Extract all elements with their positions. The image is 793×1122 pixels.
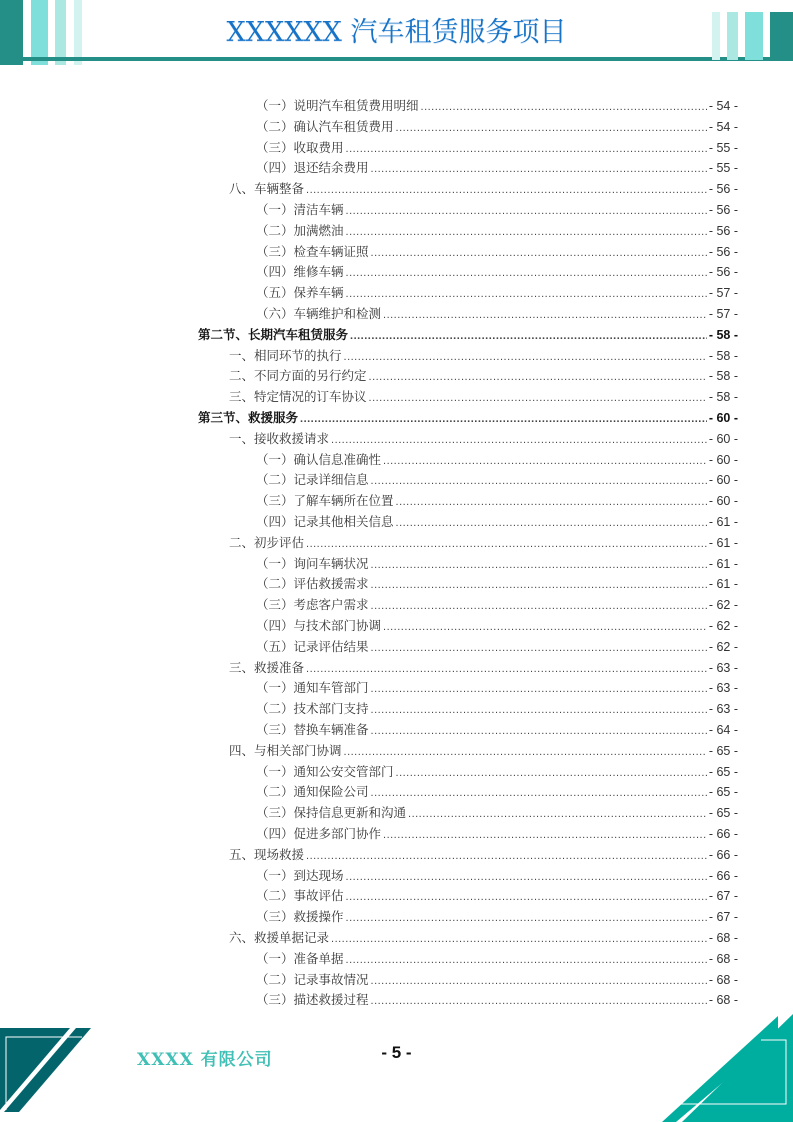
toc-leader-dots xyxy=(371,471,707,491)
toc-entry-page: - 56 - xyxy=(708,223,738,238)
toc-entry-page: - 54 - xyxy=(708,99,738,113)
toc-entry[interactable] xyxy=(256,491,738,511)
toc-entry-label: （二）技术部门支持 xyxy=(256,701,369,717)
toc-entry[interactable] xyxy=(256,907,738,927)
toc-entry[interactable] xyxy=(256,574,738,594)
toc-entry-label: （三）保持信息更新和沟通 xyxy=(256,805,407,821)
toc-leader-dots xyxy=(346,887,707,907)
toc-entry[interactable] xyxy=(229,179,738,199)
document-title: XXXXXX 汽车租赁服务项目 xyxy=(226,17,567,48)
toc-entry-page: - 62 - xyxy=(708,619,738,633)
toc-entry[interactable] xyxy=(229,741,738,761)
toc-entry[interactable] xyxy=(256,304,738,324)
toc-leader-dots xyxy=(371,159,707,179)
toc-leader-dots xyxy=(306,846,707,866)
toc-leader-dots xyxy=(383,825,707,845)
toc-entry-page: - 61 - xyxy=(708,515,738,529)
toc-entry-page: - 68 - xyxy=(708,951,738,966)
toc-entry-page: - 65 - xyxy=(708,764,738,779)
toc-entry-label: （二）加满燃油 xyxy=(256,222,344,238)
toc-entry-page: - 61 - xyxy=(708,556,738,571)
toc-leader-dots xyxy=(371,555,707,575)
toc-entry[interactable] xyxy=(229,533,738,553)
toc-entry[interactable] xyxy=(256,450,738,470)
toc-entry[interactable] xyxy=(256,117,738,137)
toc-leader-dots xyxy=(346,284,707,304)
toc-entry-page: - 58 - xyxy=(708,327,738,342)
toc-entry[interactable] xyxy=(256,866,738,886)
toc-entry[interactable] xyxy=(256,637,738,657)
toc-entry[interactable] xyxy=(256,616,738,636)
toc-leader-dots xyxy=(331,929,707,949)
header-rule xyxy=(0,57,793,61)
toc-entry-label: （二）记录事故情况 xyxy=(256,971,369,987)
toc-entry[interactable] xyxy=(198,408,738,428)
toc-entry-label: 第三节、救援服务 xyxy=(198,410,299,425)
toc-entry[interactable] xyxy=(256,782,738,802)
toc-entry[interactable] xyxy=(256,886,738,906)
toc-entry[interactable] xyxy=(229,928,738,948)
toc-leader-dots xyxy=(371,638,707,658)
toc-leader-dots xyxy=(371,721,707,741)
toc-entry-label: 三、救援准备 xyxy=(229,659,305,675)
toc-entry-page: - 60 - xyxy=(708,411,738,425)
toc-entry-label: 六、救援单据记录 xyxy=(229,930,330,945)
toc-leader-dots xyxy=(408,804,707,824)
toc-entry-label: （一）通知公安交管部门 xyxy=(256,763,394,779)
toc-leader-dots xyxy=(371,596,707,616)
toc-entry-page: - 58 - xyxy=(708,369,738,384)
toc-entry-page: - 64 - xyxy=(708,723,738,737)
toc-entry-page: - 55 - xyxy=(708,140,738,155)
toc-entry-page: - 65 - xyxy=(708,785,738,800)
toc-leader-dots xyxy=(371,991,707,1011)
toc-entry-label: （二）确认汽车租赁费用 xyxy=(256,118,394,134)
toc-entry-label: （三）描述救援过程 xyxy=(256,992,369,1008)
toc-leader-dots xyxy=(346,908,707,928)
toc-entry[interactable] xyxy=(256,970,738,990)
toc-entry[interactable] xyxy=(256,262,738,282)
toc-entry-label: （三）收取费用 xyxy=(256,139,344,155)
toc-entry-page: - 54 - xyxy=(708,119,738,134)
toc-entry-label: （四）促进多部门协作 xyxy=(256,826,382,841)
toc-entry-label: （三）救援操作 xyxy=(256,909,344,925)
toc-entry-label: 三、特定情况的订车协议 xyxy=(229,389,367,405)
toc-entry-label: 五、现场救援 xyxy=(229,846,305,862)
toc-leader-dots xyxy=(306,659,707,679)
toc-entry-label: （五）记录评估结果 xyxy=(256,638,369,654)
toc-entry-label: （一）到达现场 xyxy=(256,867,344,883)
toc-entry-page: - 63 - xyxy=(708,702,738,717)
toc-leader-dots xyxy=(371,783,707,803)
toc-leader-dots xyxy=(346,263,707,283)
toc-entry-page: - 65 - xyxy=(708,806,738,821)
toc-entry-label: 二、初步评估 xyxy=(229,534,305,550)
toc-entry-label: （二）事故评估 xyxy=(256,888,344,904)
toc-entry-label: 八、车辆整备 xyxy=(229,181,305,197)
toc-entry-page: - 68 - xyxy=(708,931,738,945)
toc-leader-dots xyxy=(371,243,707,263)
toc-leader-dots xyxy=(383,451,707,471)
toc-entry[interactable] xyxy=(256,221,738,241)
toc-entry[interactable] xyxy=(256,138,738,158)
toc-entry-page: - 68 - xyxy=(708,972,738,987)
toc-leader-dots xyxy=(371,575,707,595)
toc-entry[interactable] xyxy=(229,387,738,407)
toc-entry-label: 一、接收救援请求 xyxy=(229,430,330,446)
toc-entry[interactable] xyxy=(256,803,738,823)
toc-entry-label: （三）替换车辆准备 xyxy=(256,722,369,737)
toc-entry-page: - 67 - xyxy=(708,889,738,904)
toc-entry-label: （四）记录其他相关信息 xyxy=(256,514,394,529)
toc-entry[interactable] xyxy=(229,658,738,678)
toc-leader-dots xyxy=(300,409,707,429)
toc-entry-page: - 58 - xyxy=(708,348,738,363)
toc-entry-page: - 66 - xyxy=(708,827,738,841)
toc-entry-page: - 56 - xyxy=(708,244,738,259)
toc-entry-page: - 56 - xyxy=(708,203,738,217)
toc-entry-page: - 57 - xyxy=(708,286,738,301)
toc-leader-dots xyxy=(346,201,707,221)
toc-entry-label: （三）考虑客户需求 xyxy=(256,597,369,613)
toc-leader-dots xyxy=(369,367,707,387)
toc-entry-page: - 62 - xyxy=(708,598,738,613)
toc-entry-label: 第二节、长期汽车租赁服务 xyxy=(198,326,349,342)
toc-entry[interactable] xyxy=(256,158,738,178)
toc-entry[interactable] xyxy=(256,762,738,782)
toc-entry-page: - 63 - xyxy=(708,681,738,696)
toc-leader-dots xyxy=(383,305,707,325)
toc-leader-dots xyxy=(346,222,707,242)
toc-entry[interactable] xyxy=(256,678,738,698)
toc-entry[interactable] xyxy=(256,96,738,116)
toc-leader-dots xyxy=(369,388,707,408)
toc-entry-label: （一）准备单据 xyxy=(256,950,344,966)
toc-leader-dots xyxy=(344,347,707,367)
toc-leader-dots xyxy=(421,97,707,117)
toc-entry-label: （四）与技术部门协调 xyxy=(256,618,382,633)
toc-entry[interactable] xyxy=(198,325,738,345)
toc-leader-dots xyxy=(346,867,707,887)
toc-leader-dots xyxy=(371,971,707,991)
toc-entry-label: （二）记录详细信息 xyxy=(256,472,369,488)
toc-entry-page: - 61 - xyxy=(708,577,738,592)
toc-entry[interactable] xyxy=(256,554,738,574)
toc-leader-dots xyxy=(346,139,707,159)
toc-entry-label: （一）清洁车辆 xyxy=(256,202,344,217)
page-number: - 5 - xyxy=(381,1043,412,1062)
toc-leader-dots xyxy=(396,763,707,783)
toc-entry[interactable] xyxy=(256,699,738,719)
toc-leader-dots xyxy=(396,118,707,138)
toc-leader-dots xyxy=(396,513,707,533)
toc-entry[interactable] xyxy=(256,512,738,532)
toc-leader-dots xyxy=(396,492,707,512)
company-name: XXXX 有限公司 xyxy=(137,1050,273,1070)
toc-entry-label: （一）确认信息准确性 xyxy=(256,451,382,467)
toc-entry-label: （三）了解车辆所在位置 xyxy=(256,493,394,509)
toc-leader-dots xyxy=(306,180,707,200)
toc-entry-label: （六）车辆维护和检测 xyxy=(256,306,382,321)
toc-entry-page: - 57 - xyxy=(708,307,738,321)
toc-entry[interactable] xyxy=(229,845,738,865)
toc-entry-page: - 61 - xyxy=(708,535,738,550)
toc-leader-dots xyxy=(344,742,707,762)
toc-entry-label: （四）退还结余费用 xyxy=(256,160,369,176)
toc-entry-page: - 56 - xyxy=(708,265,738,280)
footer-right-triangle-icon xyxy=(662,1014,793,1122)
toc-entry[interactable] xyxy=(256,470,738,490)
toc-entry[interactable] xyxy=(229,366,738,386)
toc-entry-page: - 55 - xyxy=(708,161,738,176)
toc-entry-label: 四、与相关部门协调 xyxy=(229,742,342,758)
toc-leader-dots xyxy=(371,679,707,699)
toc-entry-page: - 62 - xyxy=(708,639,738,654)
toc-entry[interactable] xyxy=(256,720,738,740)
toc-entry-label: （四）维修车辆 xyxy=(256,264,344,280)
toc-entry-label: （一）询问车辆状况 xyxy=(256,555,369,571)
toc-entry-page: - 63 - xyxy=(708,660,738,675)
toc-leader-dots xyxy=(306,534,707,554)
toc-entry-page: - 58 - xyxy=(708,390,738,405)
toc-entry[interactable] xyxy=(229,346,738,366)
toc-entry-page: - 60 - xyxy=(708,494,738,509)
toc-entry-page: - 60 - xyxy=(708,431,738,446)
toc-entry-label: （二）评估救援需求 xyxy=(256,576,369,592)
footer-left-triangle-icon xyxy=(0,1028,95,1118)
toc-entry[interactable] xyxy=(256,242,738,262)
toc-entry-label: 二、不同方面的另行约定 xyxy=(229,368,367,384)
toc-entry[interactable] xyxy=(229,429,738,449)
toc-leader-dots xyxy=(346,950,707,970)
toc-leader-dots xyxy=(383,617,707,637)
toc-entry-page: - 66 - xyxy=(708,847,738,862)
toc-entry[interactable] xyxy=(256,595,738,615)
toc-entry-page: - 60 - xyxy=(708,473,738,488)
toc-entry-label: （一）说明汽车租赁费用明细 xyxy=(256,98,419,113)
toc-entry-page: - 56 - xyxy=(708,182,738,197)
toc-entry[interactable] xyxy=(256,824,738,844)
toc-entry-page: - 68 - xyxy=(708,993,738,1008)
toc-entry-label: （三）检查车辆证照 xyxy=(256,243,369,259)
toc-entry-label: （二）通知保险公司 xyxy=(256,784,369,800)
toc-entry[interactable] xyxy=(256,949,738,969)
toc-entry-label: （一）通知车管部门 xyxy=(256,680,369,696)
toc-entry-page: - 66 - xyxy=(708,868,738,883)
toc-entry-page: - 65 - xyxy=(708,743,738,758)
toc-leader-dots xyxy=(331,430,707,450)
toc-leader-dots xyxy=(350,326,707,346)
toc-entry[interactable] xyxy=(256,990,738,1010)
toc-entry[interactable] xyxy=(256,283,738,303)
toc-entry-page: - 60 - xyxy=(708,452,738,467)
toc-leader-dots xyxy=(371,700,707,720)
toc-entry-label: 一、相同环节的执行 xyxy=(229,347,342,363)
toc-entry[interactable] xyxy=(256,200,738,220)
toc-entry-label: （五）保养车辆 xyxy=(256,285,344,301)
toc-entry-page: - 67 - xyxy=(708,910,738,925)
